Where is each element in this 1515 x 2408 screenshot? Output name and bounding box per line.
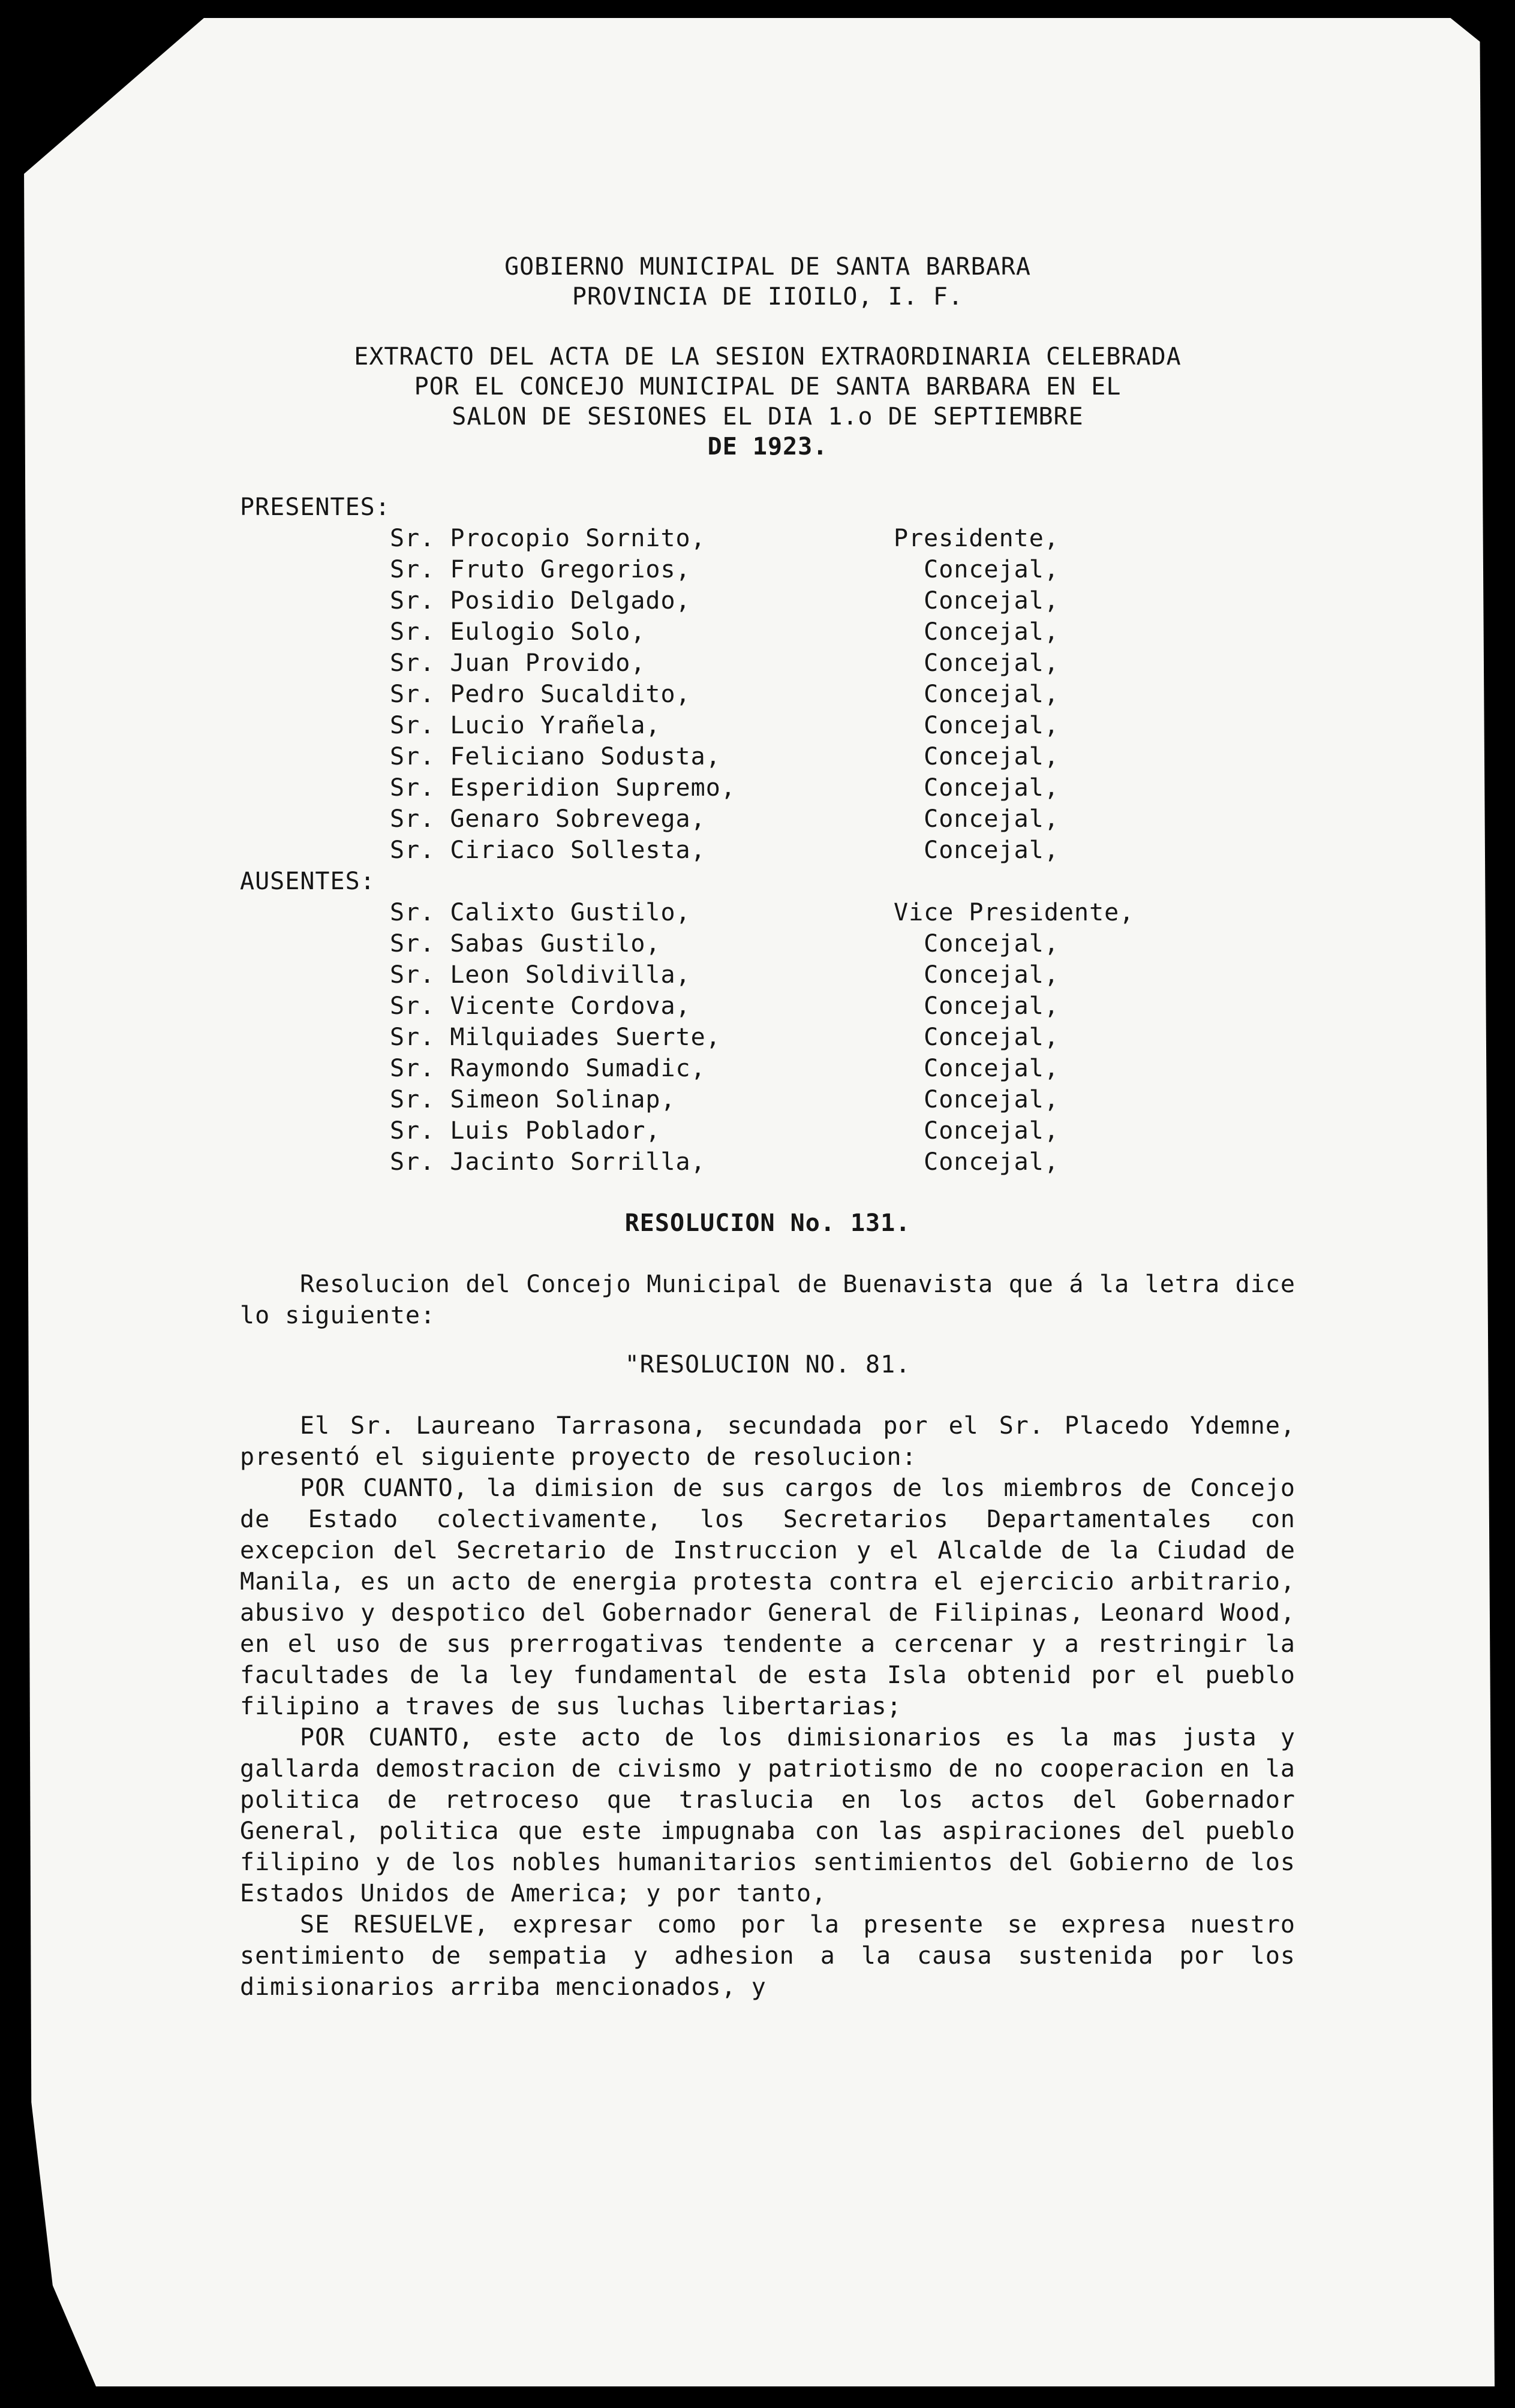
presentes-list bbox=[240, 523, 1295, 866]
member-role: Concejal, bbox=[894, 618, 1059, 646]
member-role: Concejal, bbox=[894, 930, 1059, 958]
member-name: Sr. Raymondo Sumadic, bbox=[390, 1055, 706, 1082]
member-role: Concejal, bbox=[894, 836, 1059, 864]
member-name: Sr. Esperidion Supremo, bbox=[390, 774, 736, 802]
member-role: Concejal, bbox=[894, 1055, 1059, 1082]
member-name: Sr. Calixto Gustilo, bbox=[390, 899, 691, 926]
member-role: Concejal, bbox=[894, 1086, 1059, 1113]
extracto-line-1: EXTRACTO DEL ACTA DE LA SESION EXTRAORDINARIA CELEBRADA bbox=[354, 343, 1182, 371]
body-paragraph-4: SE RESUELVE, expresar como por la presente se expresa nuestro sentimiento de sempatia y adhesion a la causa sustenida por los dimisionarios arriba mencionados, y bbox=[240, 1911, 1295, 2001]
member-role: Concejal, bbox=[894, 1117, 1059, 1145]
member-name: Sr. Milquiades Suerte, bbox=[390, 1024, 721, 1051]
member-name: Sr. Juan Provido, bbox=[390, 649, 646, 677]
body-paragraph-1: El Sr. Laureano Tarrasona, secundada por el Sr. Placedo Ydemne, presentó el siguiente proyecto de resolucion: bbox=[240, 1412, 1295, 1471]
presentes-label: PRESENTES: bbox=[240, 493, 390, 521]
member-row bbox=[240, 991, 1295, 1022]
member-name: Sr. Jacinto Sorrilla, bbox=[390, 1148, 706, 1176]
member-role: Concejal, bbox=[894, 961, 1059, 989]
member-role: Concejal, bbox=[894, 712, 1059, 739]
member-name: Sr. Leon Soldivilla, bbox=[390, 961, 691, 989]
member-name: Sr. Feliciano Sodusta, bbox=[390, 743, 721, 770]
member-row bbox=[240, 1022, 1295, 1053]
member-row bbox=[240, 803, 1295, 835]
member-name: Sr. Luis Poblador, bbox=[390, 1117, 661, 1145]
resolucion-81-title: "RESOLUCION NO. 81. bbox=[624, 1351, 911, 1378]
member-role: Concejal, bbox=[894, 556, 1059, 583]
member-role: Vice Presidente, bbox=[894, 899, 1135, 926]
member-row bbox=[240, 835, 1295, 866]
member-name: Sr. Ciriaco Sollesta, bbox=[390, 836, 706, 864]
member-role: Concejal, bbox=[894, 681, 1059, 708]
member-name: Sr. Posidio Delgado, bbox=[390, 587, 691, 615]
member-role: Concejal, bbox=[894, 805, 1059, 833]
member-role: Concejal, bbox=[894, 1024, 1059, 1051]
member-name: Sr. Lucio Yrañela, bbox=[390, 712, 661, 739]
member-role: Concejal, bbox=[894, 774, 1059, 802]
member-row bbox=[240, 928, 1295, 959]
member-row bbox=[240, 1053, 1295, 1084]
member-row bbox=[240, 1146, 1295, 1178]
member-role: Concejal, bbox=[894, 992, 1059, 1020]
intro-paragraph: Resolucion del Concejo Municipal de Buenavista que á la letra dice lo siguiente: bbox=[240, 1271, 1295, 1329]
member-name: Sr. Genaro Sobrevega, bbox=[390, 805, 706, 833]
member-row bbox=[240, 585, 1295, 616]
member-name: Sr. Sabas Gustilo, bbox=[390, 930, 661, 958]
member-row bbox=[240, 648, 1295, 679]
extracto-line-3: SALON DE SESIONES EL DIA 1.o DE SEPTIEMBRE bbox=[452, 403, 1084, 431]
extracto-line-2: POR EL CONCEJO MUNICIPAL DE SANTA BARBARA EN EL bbox=[414, 373, 1122, 401]
extracto-line-4: DE 1923. bbox=[707, 433, 828, 460]
member-row bbox=[240, 1115, 1295, 1146]
member-row bbox=[240, 897, 1295, 928]
header-line-2: PROVINCIA DE IIOILO, I. F. bbox=[572, 283, 964, 311]
member-row bbox=[240, 523, 1295, 554]
resolucion-title: RESOLUCION No. 131. bbox=[624, 1209, 911, 1237]
member-row bbox=[240, 1084, 1295, 1115]
ausentes-list bbox=[240, 897, 1295, 1178]
header-line-1: GOBIERNO MUNICIPAL DE SANTA BARBARA bbox=[504, 253, 1031, 281]
member-name: Sr. Fruto Gregorios, bbox=[390, 556, 691, 583]
member-name: Sr. Simeon Solinap, bbox=[390, 1086, 676, 1113]
document-text bbox=[240, 252, 1295, 2003]
member-row bbox=[240, 710, 1295, 741]
member-role: Concejal, bbox=[894, 649, 1059, 677]
member-row bbox=[240, 616, 1295, 648]
member-name: Sr. Vicente Cordova, bbox=[390, 992, 691, 1020]
member-role: Concejal, bbox=[894, 1148, 1059, 1176]
body-paragraph-2: POR CUANTO, la dimision de sus cargos de los miembros de Concejo de Estado colectivamente, los Secretarios Departamentales con excepcion del Secretario de Instruccion y el Alcalde de la Ciudad de Manila, es un acto de energia protesta contra el ejercicio arbitrario, abusivo y despotico del Gobernador General de Filipinas, Leonard Wood, en el uso de sus prerrogativas tendente a cercenar y a restringir la facultades de la ley fundamental de esta Isla obtenid por el pueblo filipino a traves de sus luchas libertarias; bbox=[240, 1474, 1295, 1720]
member-name: Sr. Procopio Sornito, bbox=[390, 525, 706, 552]
member-row bbox=[240, 741, 1295, 772]
body-paragraph-3: POR CUANTO, este acto de los dimisionarios es la mas justa y gallarda demostracion de civismo y patriotismo de no cooperacion en la politica de retroceso que traslucia en los actos del Gobernador General, politica que este impugnaba con las aspiraciones del pueblo filipino y de los nobles humanitarios sentimientos del Gobierno de los Estados Unidos de America; y por tanto, bbox=[240, 1724, 1295, 1907]
member-row bbox=[240, 554, 1295, 585]
member-role: Presidente, bbox=[894, 525, 1059, 552]
ausentes-label: AUSENTES: bbox=[240, 868, 375, 895]
member-role: Concejal, bbox=[894, 743, 1059, 770]
member-role: Concejal, bbox=[894, 587, 1059, 615]
member-row bbox=[240, 772, 1295, 803]
member-name: Sr. Eulogio Solo, bbox=[390, 618, 646, 646]
member-row bbox=[240, 959, 1295, 991]
member-name: Sr. Pedro Sucaldito, bbox=[390, 681, 691, 708]
member-row bbox=[240, 679, 1295, 710]
